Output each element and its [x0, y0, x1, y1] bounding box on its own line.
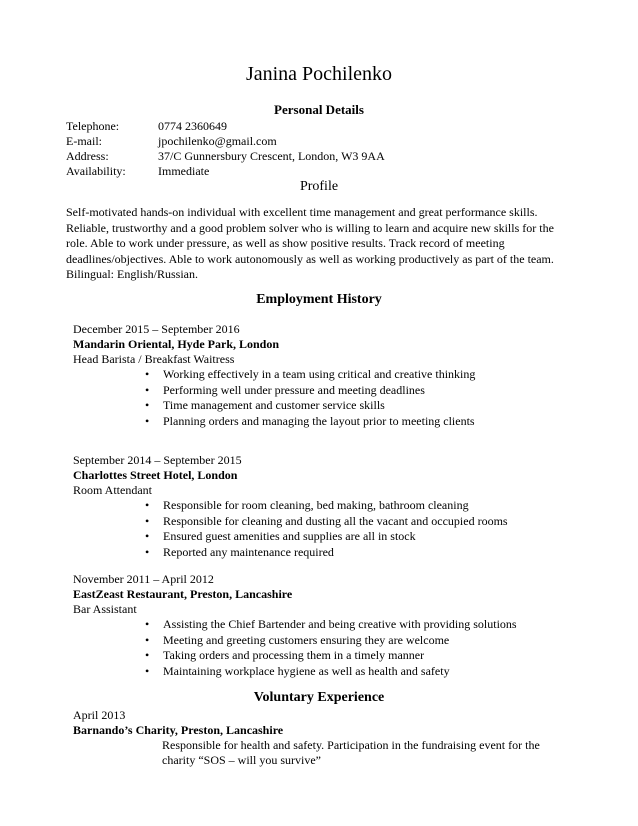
duty-item — [73, 545, 593, 561]
voluntary-organisation: Barnando’s Charity, Preston, Lancashire — [73, 723, 284, 737]
job-entry — [73, 453, 593, 560]
job-employer: Charlottes Street Hotel, London — [73, 468, 238, 482]
detail-label: Address: — [66, 149, 109, 163]
duty-text: Performing well under pressure and meeting deadlines — [163, 382, 425, 397]
bullet-icon: • — [145, 663, 150, 678]
duty-item — [73, 398, 593, 414]
duty-text: Maintaining workplace hygiene as well as health and safety — [163, 663, 450, 678]
job-dates: December 2015 – September 2016 — [73, 322, 240, 336]
duty-item — [73, 498, 593, 514]
duty-item — [73, 367, 593, 383]
bullet-icon: • — [145, 544, 150, 559]
duty-text: Responsible for cleaning and dusting all the vacant and occupied rooms — [163, 513, 508, 528]
duty-text: Responsible for room cleaning, bed making, bathroom cleaning — [163, 498, 469, 512]
bullet-icon: • — [145, 648, 150, 662]
duty-text: Meeting and greeting customers ensuring they are welcome — [163, 632, 450, 647]
job-duties — [73, 498, 593, 560]
job-role: Head Barista / Breakfast Waitress — [73, 352, 235, 366]
bullet-icon: • — [145, 398, 150, 412]
voluntary-dates: April 2013 — [73, 708, 126, 722]
duty-item — [73, 664, 593, 680]
voluntary-description: Responsible for health and safety. Participation in the fundraising event for the charity “SOS – will you survive” — [162, 738, 540, 767]
detail-label: Availability: — [66, 164, 126, 178]
duty-item — [73, 617, 593, 633]
employment-heading: Employment History — [256, 292, 382, 307]
candidate-name: Janina Pochilenko — [245, 63, 393, 85]
job-role: Bar Assistant — [73, 602, 137, 616]
bullet-icon: • — [145, 617, 150, 631]
job-employer: EastZeast Restaurant, Preston, Lancashire — [73, 587, 293, 601]
bullet-icon: • — [145, 367, 150, 381]
personal-details-heading: Personal Details — [274, 102, 364, 117]
job-employer: Mandarin Oriental, Hyde Park, London — [73, 337, 280, 351]
duty-item — [73, 633, 593, 649]
duty-text: Reported any maintenance required — [163, 544, 334, 559]
voluntary-heading: Voluntary Experience — [253, 690, 385, 705]
bullet-icon: • — [145, 632, 150, 647]
bullet-icon: • — [145, 382, 150, 397]
detail-value: Immediate — [158, 164, 210, 178]
duty-text: Planning orders and managing the layout prior to meeting clients — [163, 413, 475, 428]
duty-text: Working effectively in a team using critical and creative thinking — [163, 367, 476, 381]
voluntary-entry — [73, 708, 593, 768]
job-entry — [73, 322, 593, 429]
job-duties — [73, 367, 593, 429]
duty-item — [73, 529, 593, 545]
bullet-icon: • — [145, 513, 150, 528]
duty-item — [73, 383, 593, 399]
bullet-icon: • — [145, 413, 150, 428]
detail-value: 0774 2360649 — [158, 119, 227, 133]
job-role: Room Attendant — [73, 483, 152, 497]
detail-value: 37/C Gunnersbury Crescent, London, W3 9AA — [158, 149, 385, 163]
duty-text: Taking orders and processing them in a timely manner — [163, 648, 425, 662]
profile-heading: Profile — [299, 179, 339, 194]
duty-item — [73, 414, 593, 430]
duty-text: Ensured guest amenities and supplies are all in stock — [163, 529, 416, 543]
bullet-icon: • — [145, 529, 150, 543]
detail-label: Telephone: — [66, 119, 120, 133]
duty-text: Assisting the Chief Bartender and being creative with providing solutions — [163, 617, 517, 631]
job-duties — [73, 617, 593, 679]
duty-text: Time management and customer service skills — [163, 398, 385, 412]
job-entry — [73, 572, 593, 679]
detail-value: jpochilenko@gmail.com — [158, 134, 277, 148]
job-dates: November 2011 – April 2012 — [73, 572, 214, 586]
duty-item — [73, 648, 593, 664]
bullet-icon: • — [145, 498, 150, 512]
profile-text: Self-motivated hands-on individual with excellent time management and great performance skills. Reliable, trustworthy and a good problem solver who is willing to learn and acquire new skills for the role. Able to work under pressure, as well as show positive results. Track record of meeting deadlines/objectives. Able to work autonomously as well as working productively as part of the team. Bilingual: English/Russian. — [66, 205, 554, 282]
duty-item — [73, 514, 593, 530]
job-dates: September 2014 – September 2015 — [73, 453, 242, 467]
detail-label: E-mail: — [66, 134, 102, 148]
